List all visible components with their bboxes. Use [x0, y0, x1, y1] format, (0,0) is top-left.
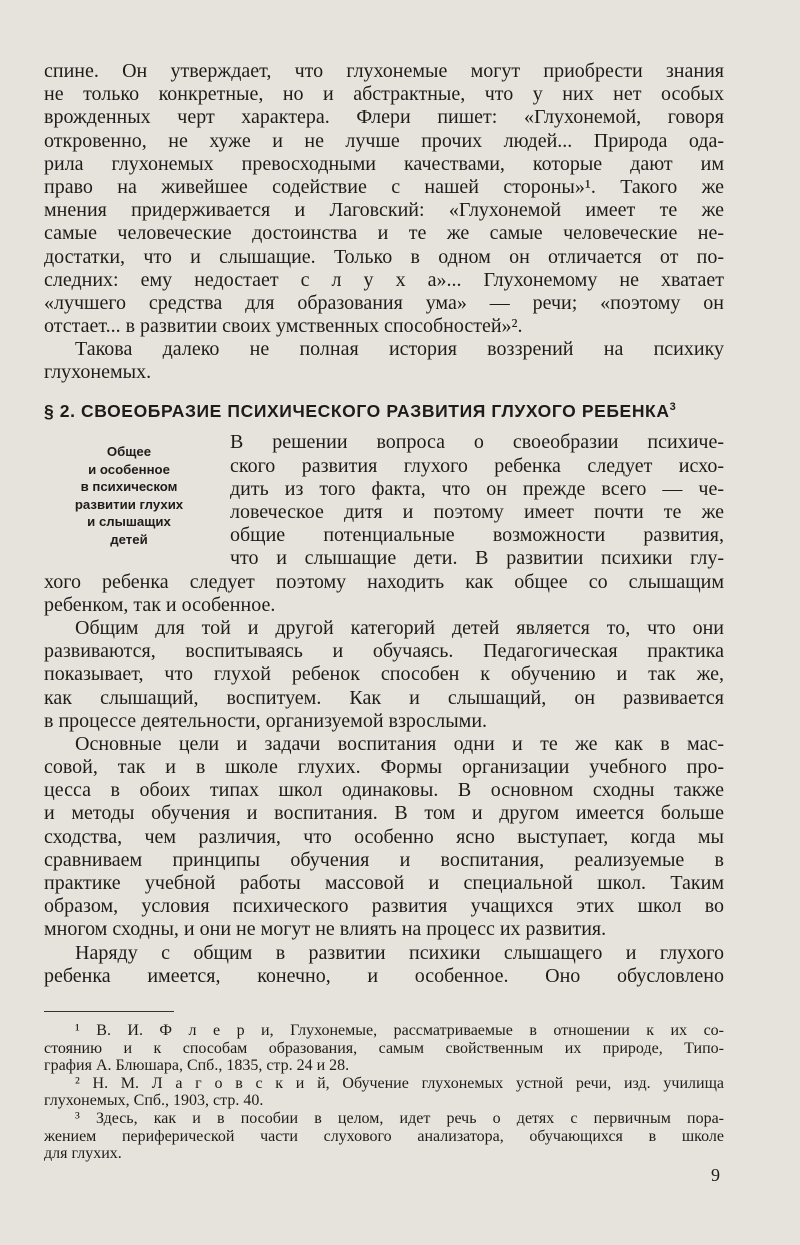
footnote-line: глухонемых, Спб., 1903, стр. 40. — [44, 1092, 264, 1110]
footnote-line: ¹ В. И. Ф л е р и, Глухонемые, рассматриваемые в отношении к их со- — [75, 1021, 724, 1039]
text-line: образом, условия психического развития учащихся этих школ во — [44, 895, 724, 918]
section-heading-text: § 2. СВОЕОБРАЗИЕ ПСИХИЧЕСКОГО РАЗВИТИЯ ГЛУХОГО РЕБЕНКА — [44, 400, 670, 421]
text-line: ребенка имеется, конечно, и особенное. Оно обусловлено — [44, 964, 724, 987]
text-line: ловеческое дитя и поэтому имеет почти те же — [230, 501, 724, 524]
paragraph-intro — [44, 60, 724, 338]
footnotes — [44, 1022, 724, 1163]
paragraph-common — [44, 617, 724, 733]
marginal-note-line: и слышащих — [87, 514, 171, 530]
marginal-note-line: детей — [110, 531, 148, 547]
text-line: практике учебной работы массовой и специальной школ. Таким — [44, 872, 724, 895]
text-line: откровенно, не хуже и не лучше прочих людей... Природа ода- — [44, 129, 724, 152]
footnote-line: ² Н. М. Л а г о в с к и й, Обучение глухонемых устной речи, изд. училища — [75, 1074, 724, 1092]
footnote-line: для глухих. — [44, 1145, 122, 1163]
footnote-line: ³ Здесь, как и в пособии в целом, идет речь о детях с первичным пора- — [75, 1109, 724, 1127]
text-line: ского развития глухого ребенка следует исхо- — [230, 454, 724, 477]
text-line: цесса в обоих типах школ одинаковы. В основном сходны также — [44, 779, 724, 802]
text-line: в процессе деятельности, организуемой взрослыми. — [44, 709, 488, 732]
text-line: рила глухонемых превосходными качествами, которые дают им — [44, 152, 724, 175]
text-line: спине. Он утверждает, что глухонемые могут приобрести знания — [44, 60, 724, 82]
text-line: дить из того факта, что он прежде всего — че- — [230, 477, 724, 500]
text-line: самые человеческие достоинства и те же самые человеческие не- — [44, 222, 724, 245]
text-line: Основные цели и задачи воспитания одни и те же как в мас- — [75, 732, 724, 755]
text-line: как слышащий, воспитуем. Как и слышащий, он развивается — [44, 686, 724, 709]
text-line: право на живейшее содействие с нашей стороны»¹. Такого же — [44, 175, 724, 198]
text-line: следних: ему недостает с л у х а»... Глухонемому не хватает — [44, 268, 724, 291]
text-line: не только конкретные, но и абстрактные, что у них нет особых — [44, 83, 724, 106]
text-line: сравниваем принципы обучения и воспитания, реализуемые в — [44, 848, 724, 871]
footnote-1 — [44, 1022, 724, 1075]
paragraph-history — [44, 338, 724, 384]
marginal-note-line: развитии глухих — [74, 496, 184, 512]
text-line: глухонемых. — [44, 361, 152, 384]
text-line: многом сходны, и они не могут не влиять на процесс их развития. — [44, 918, 607, 941]
text-line: врожденных черт характера. Флери пишет: «Глухонемой, говоря — [44, 106, 724, 129]
text-line: Общим для той и другой категорий детей является то, что они — [75, 616, 724, 639]
text-line: В решении вопроса о своеобразии психиче- — [230, 431, 724, 454]
text-line: хого ребенка следует поэтому находить как общее со слышащим — [44, 570, 724, 593]
text-line: «лучшего средства для образования ума» — речи; «поэтому он — [44, 291, 724, 314]
sidebox-block — [44, 431, 724, 570]
paragraph-side-text — [230, 431, 724, 570]
marginal-note-line: в психическом — [80, 479, 178, 495]
paragraph-goals — [44, 733, 724, 942]
footnote-3 — [44, 1110, 724, 1163]
text-line: сходства, чем различия, что особенно ясно выступает, когда мы — [44, 825, 724, 848]
text-line: показывает, что глухой ребенок способен к обучению и так же, — [44, 663, 724, 686]
marginal-note — [44, 431, 214, 548]
footnote-line: жением периферической части слухового анализатора, обучающихся в школе — [44, 1127, 724, 1145]
text-line: Наряду с общим в развитии психики слышащего и глухого — [75, 941, 724, 964]
text-line: отстает... в развитии своих умственных способностей»². — [44, 315, 523, 338]
section-heading-footnote-ref: 3 — [669, 400, 677, 413]
footnote-2 — [44, 1075, 724, 1110]
footnote-line: стоянию и к способам образования, самым свойственным их природе, Типо- — [44, 1039, 724, 1057]
text-line: ребенком, так и особенное. — [44, 593, 276, 616]
paragraph-special — [44, 942, 724, 988]
text-line: достатки, что и слышащие. Только в одном он отличается от по- — [44, 245, 724, 268]
footnote-line: графия А. Блюшара, Спб., 1835, стр. 24 и 28. — [44, 1057, 350, 1075]
section-heading — [44, 394, 724, 424]
marginal-note-line: и особенное — [88, 461, 170, 477]
text-line: мнения придерживается и Лаговский: «Глухонемой имеет те же — [44, 199, 724, 222]
footnote-divider — [44, 1011, 174, 1012]
text-line: Такова далеко не полная история воззрений на психику — [75, 338, 724, 361]
text-line: что и слышащие дети. В развитии психики глу- — [230, 547, 724, 570]
paragraph-side-continuation — [44, 571, 724, 617]
page-number: 9 — [711, 1165, 720, 1185]
text-line: развиваются, воспитываясь и обучаясь. Педагогическая практика — [44, 640, 724, 663]
marginal-note-line: Общее — [106, 444, 152, 460]
text-line: общие потенциальные возможности развития, — [230, 524, 724, 547]
text-line: и методы обучения и воспитания. В том и другом имеется больше — [44, 802, 724, 825]
text-line: совой, так и в школе глухих. Формы организации учебного про- — [44, 756, 724, 779]
